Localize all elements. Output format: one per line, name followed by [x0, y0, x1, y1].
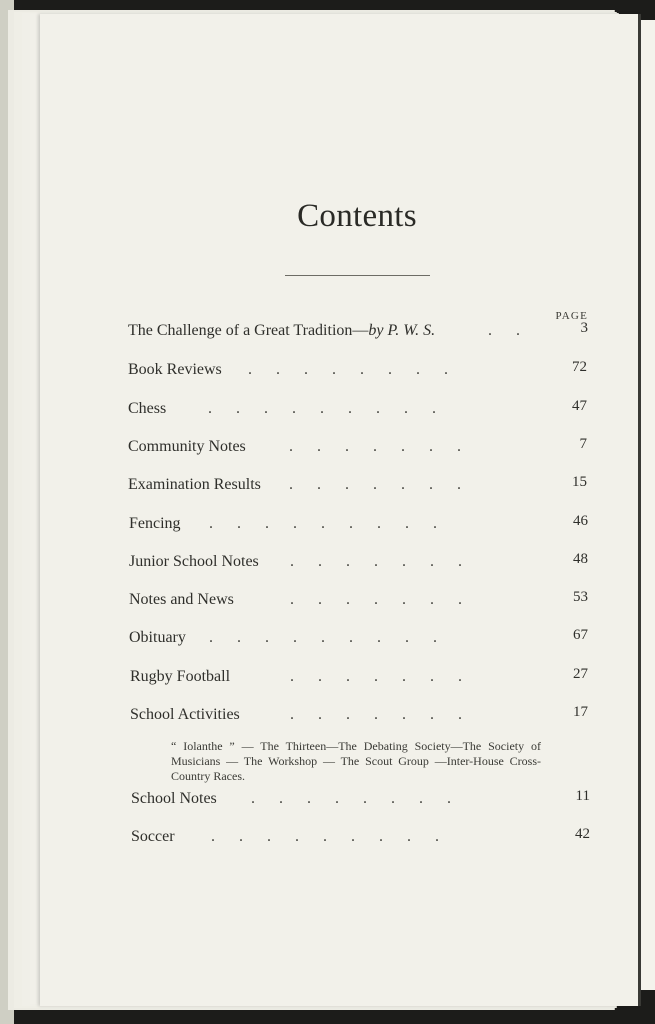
toc-entry-title: Examination Results	[128, 476, 261, 493]
toc-entry-title: Rugby Football	[130, 668, 231, 685]
toc-entry	[40, 629, 640, 653]
toc-entry	[40, 668, 640, 692]
toc-entry-author: by P. W. S.	[368, 322, 436, 339]
toc-entry	[40, 361, 640, 385]
toc-entry-title: School Activities	[130, 706, 240, 723]
leader-dots: . . . . . . . .	[251, 790, 451, 807]
toc-entry-title: School Notes	[131, 790, 217, 807]
toc-entry-title: Soccer	[131, 828, 175, 845]
leader-dots: . . . . . . .	[290, 591, 462, 608]
toc-entry-title: The Challenge of a Great Tradition—by P. W. S.	[128, 322, 436, 339]
toc-entry-title: Book Reviews	[128, 361, 222, 378]
toc-entry	[40, 322, 640, 346]
leader-dots: . . . . . . . . .	[208, 400, 436, 417]
toc-entry-page: 48	[573, 551, 588, 567]
leader-dots: . . . . . . . . .	[209, 629, 437, 646]
next-page-strip	[640, 20, 655, 990]
toc-entry	[40, 790, 640, 814]
toc-entry-title: Community Notes	[128, 438, 246, 455]
leader-dots: . . . . . . . .	[248, 361, 448, 378]
toc-entry	[40, 591, 640, 615]
toc-entry	[40, 476, 640, 500]
leader-dots: . . . . . . .	[290, 553, 462, 570]
toc-entry-title: Notes and News	[129, 591, 234, 608]
toc-entry	[40, 828, 640, 852]
toc-entry-page: 7	[579, 436, 587, 452]
toc-entry	[40, 400, 640, 424]
leader-dots: . . . . . . .	[290, 706, 462, 723]
toc-entry-page: 3	[580, 320, 588, 336]
toc-entry-page: 17	[573, 704, 588, 720]
toc-entry-title: Fencing	[129, 515, 181, 532]
toc-entry-page: 72	[572, 359, 587, 375]
toc-entry-page: 15	[572, 474, 587, 490]
leader-dots: . . . . . . .	[289, 438, 461, 455]
toc-entry	[40, 553, 640, 577]
toc-entry-page: 27	[573, 666, 588, 682]
title-rule	[285, 275, 430, 276]
toc-entry-title: Obituary	[129, 629, 186, 646]
toc-entry-title: Chess	[128, 400, 167, 417]
leader-dots: . . . . . . . . .	[211, 828, 439, 845]
toc-subentries: “ Iolanthe ” — The Thirteen—The Debating Society—The Society of Musicians — The Workshop — The Scout Group —Inter-House Cross-Country Races.	[171, 739, 541, 783]
toc-entry	[40, 515, 640, 539]
toc-entry-page: 46	[573, 513, 588, 529]
toc-entry	[40, 706, 640, 730]
toc-entry-page: 47	[572, 398, 587, 414]
toc-entry-page: 67	[573, 627, 588, 643]
toc-entry-title: Junior School Notes	[129, 553, 259, 570]
contents-page	[40, 14, 640, 1006]
page-edge-shadow	[638, 14, 641, 1006]
leader-dots: . . . . . . .	[289, 476, 461, 493]
toc-entry-page: 42	[575, 826, 590, 842]
leader-dots: . . . . . . . . .	[209, 515, 437, 532]
toc-entry-page: 11	[575, 788, 590, 804]
leader-dots: . . . . . . .	[290, 668, 462, 685]
page-title: Contents	[297, 198, 417, 234]
leader-dots: . .	[488, 322, 520, 339]
toc-entry-page: 53	[573, 589, 588, 605]
page-column-header: PAGE	[555, 310, 588, 322]
toc-entry	[40, 438, 640, 462]
